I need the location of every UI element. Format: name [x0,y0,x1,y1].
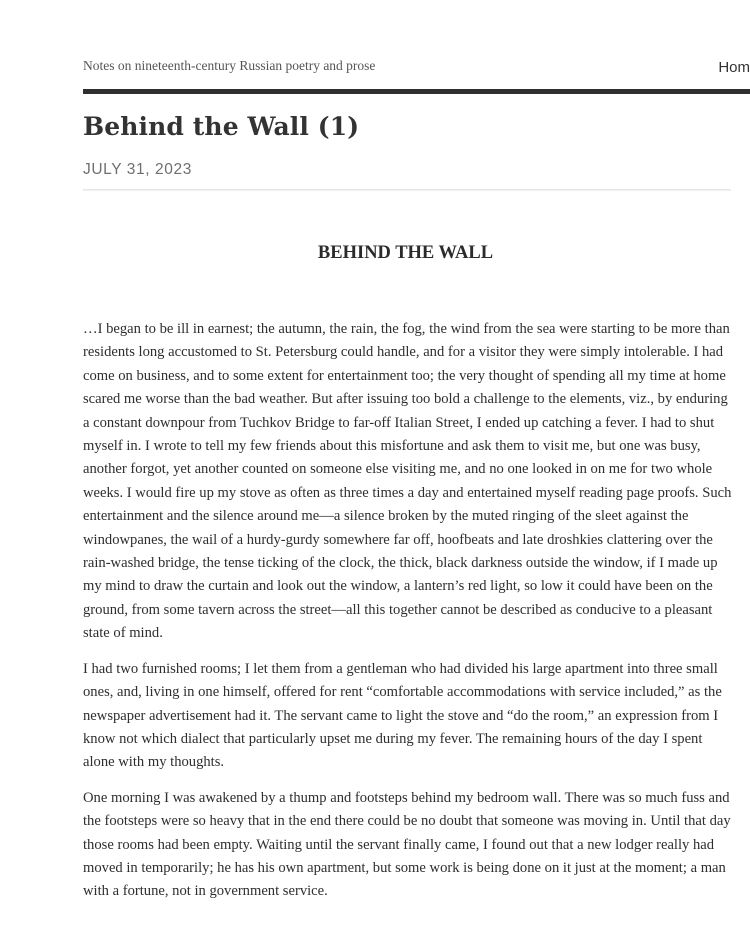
body-paragraph: I had two furnished rooms; I let them from a gentleman who had divided his large apartment into three small ones, and, living in one himself, offered for rent “comfortable accommodations with service included,” as the newspaper advertisement had it. The servant came to light the stove and “do the room,” an expression from I know not which dialect that particularly upset me during my fever. The remaining hours of the day I spent alone with my thoughts. [83,660,722,771]
site-header [83,58,750,78]
header-divider [83,89,750,94]
nav-home-link[interactable]: Hom [718,59,750,76]
title-divider [83,189,731,191]
body-paragraph: One morning I was awakened by a thump and footsteps behind my bedroom wall. There was so much fuss and the footsteps were so heavy that in the end there could be no doubt that someone was moving in. Until that day those rooms had been empty. Waiting until the servant finally came, I found out that a new lodger really had moved in temporarily; he has his own apartment, but some work is being done on it just at the moment; a man with a fortune, not in government service. [83,789,731,900]
site-tagline: Notes on nineteenth-century Russian poetry and prose [83,58,376,73]
body-paragraph: …I began to be ill in earnest; the autumn, the rain, the fog, the wind from the sea were starting to be more than residents long accustomed to St. Petersburg could handle, and for a visitor they were simply intolerable. I had come on business, and to some extent for entertainment too; the very thought of spending all my time at home scared me worse than the bad weather. But after issuing too bold a challenge to the elements, viz., by enduring a constant downpour from Tuchkov Bridge to far-off Italian Street, I ended up catching a fever. I had to shut myself in. I wrote to tell my few friends about this misfortune and ask them to visit me, but one was busy, another forgot, yet another counted on someone else visiting me, and no one looked in on me for two whole weeks. I would fire up my stove as often as three times a day and entertained myself reading page proofs. Such entertainment and the silence around me—a silence broken by the muted ringing of the sleet against the windowpanes, the wail of a hurdy-gurdy somewhere far off, hoofbeats and late droshkies clattering over the rain-washed bridge, the tense ticking of the clock, the thick, black darkness outside the window, if I made up my mind to draw the curtain and look out the window, a lantern’s red light, so low it could have been on the ground, from some tavern across the street—all this together cannot be described as conducive to a pleasant state of mind. [83,321,732,642]
post-title[interactable]: Behind the Wall (1) [83,112,360,141]
post-date[interactable]: JULY 31, 2023 [83,161,192,178]
post-body [83,318,733,916]
story-heading: BEHIND THE WALL [317,243,494,263]
